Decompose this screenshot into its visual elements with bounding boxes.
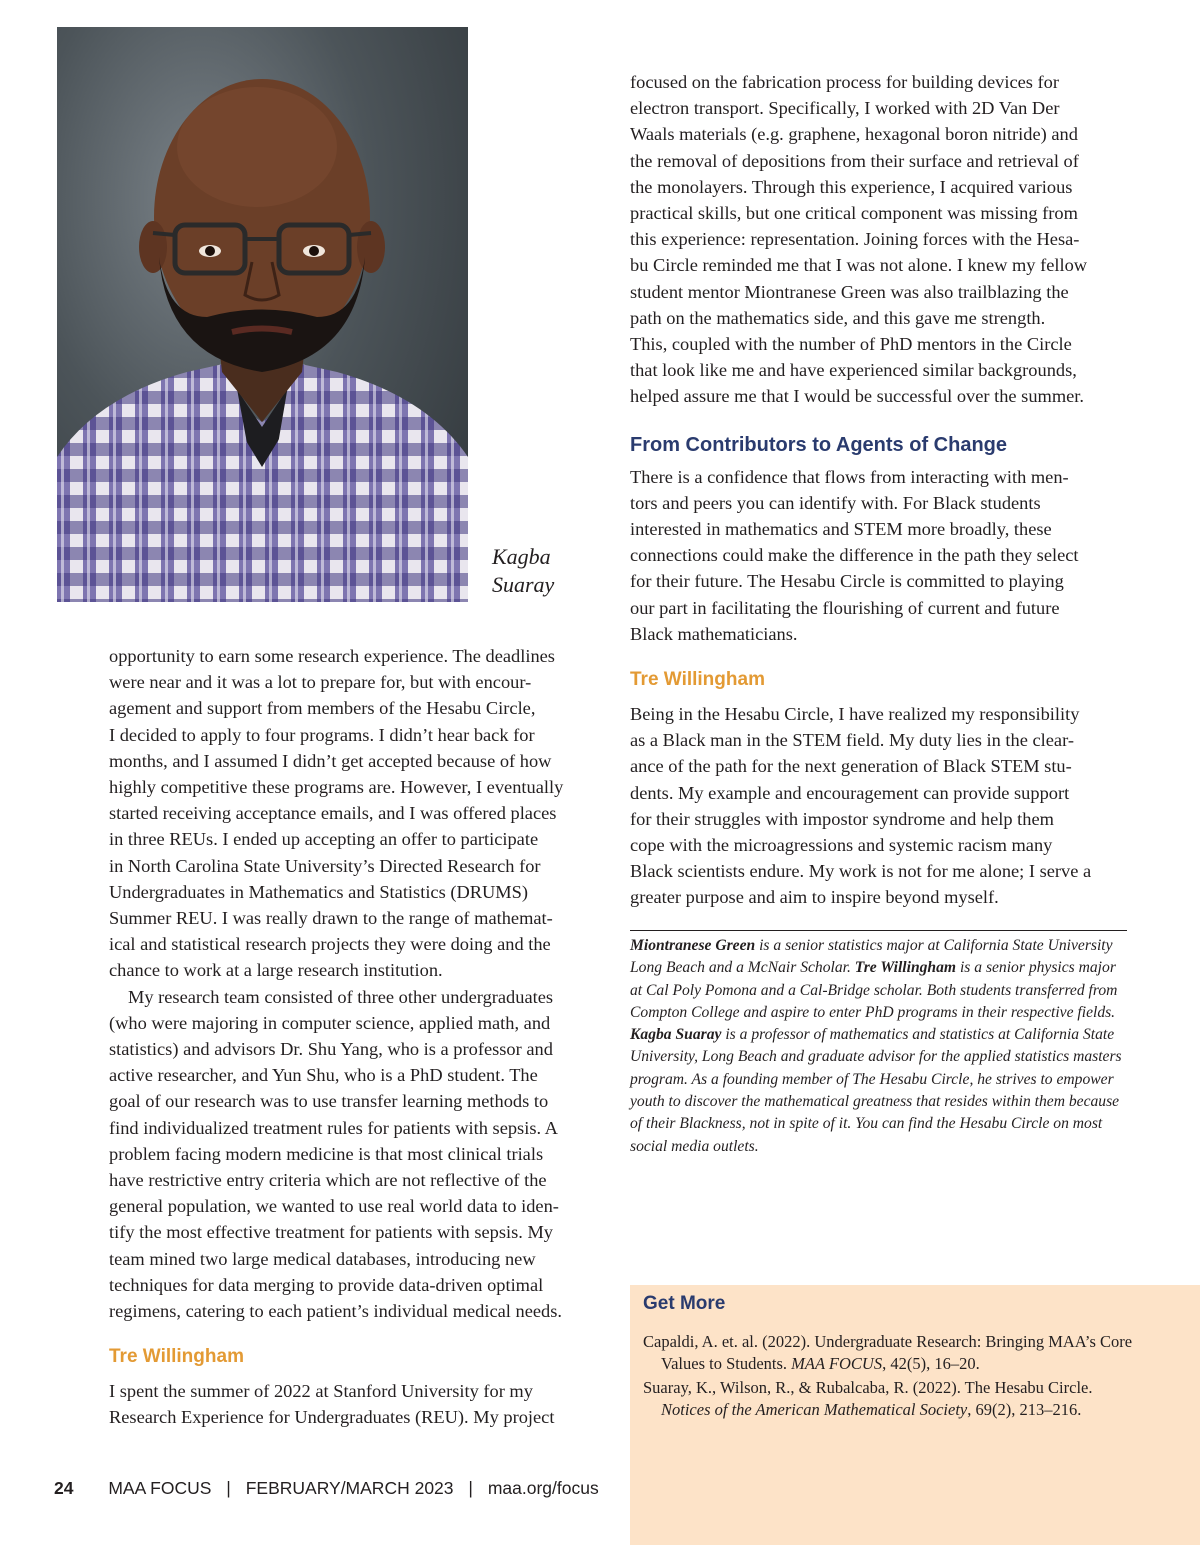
text-line: problem facing modern medicine is that most clinical trials	[109, 1143, 544, 1164]
text-line: this experience: representation. Joining forces with the Hesa-	[630, 229, 1080, 250]
text-line: There is a confidence that flows from interacting with men-	[630, 466, 1069, 487]
text-line: months, and I assumed I didn’t get accepted because of how	[109, 750, 552, 771]
publication-name: MAA FOCUS	[108, 1478, 212, 1498]
photo-caption	[492, 543, 592, 599]
issue-date: FEBRUARY/MARCH 2023	[245, 1478, 454, 1498]
reference-text: Capaldi, A. et. al. (2022). Undergraduate Research: Bringing MAA’s Core Values to Students.	[643, 1332, 1133, 1373]
text-line: our part in facilitating the flourishing of current and future	[630, 597, 1060, 618]
text-line: were near and it was a lot to prepare for, but with encour-	[109, 672, 532, 693]
footer-url[interactable]: maa.org/focus	[487, 1478, 599, 1498]
text-line: agement and support from members of the Hesabu Circle,	[109, 698, 536, 719]
bio-text-willingham: is a senior physics major at Cal Poly Pomona and a Cal-Bridge scholar. Both students transferred from Compton College and aspire to enter PhD programs in their respective fields.	[630, 959, 1118, 1021]
get-more-sidebar	[630, 1285, 1200, 1545]
subhead-tre-willingham-left: Tre Willingham	[109, 1346, 244, 1368]
text-line: in three REUs. I ended up accepting an offer to participate	[109, 829, 539, 850]
text-line: as a Black man in the STEM field. My duty lies in the clear-	[630, 730, 1074, 751]
text-line: Summer REU. I was really drawn to the range of mathemat-	[109, 908, 553, 929]
text-line: that look like me and have experienced similar backgrounds,	[630, 360, 1077, 381]
text-line: path on the mathematics side, and this gave me strength.	[630, 307, 1046, 328]
footer-separator: |	[226, 1478, 231, 1498]
text-line: greater purpose and aim to inspire beyond myself.	[630, 887, 999, 908]
bio-text-green: is a senior statistics major at California State University Long Beach and a McNair Scholar.	[630, 937, 1113, 977]
text-line: have restrictive entry criteria which are not reflective of the	[109, 1170, 547, 1191]
portrait-illustration	[57, 27, 468, 602]
reference-journal: Notices of the American Mathematical Society	[661, 1400, 968, 1419]
text-line: started receiving acceptance emails, and I was offered places	[109, 803, 557, 824]
reference-text: Suaray, K., Wilson, R., & Rubalcaba, R. (2022). The Hesabu Circle.	[643, 1378, 1093, 1397]
text-line: helped assure me that I would be successful over the summer.	[630, 386, 1085, 407]
text-line: active researcher, and Yun Shu, who is a PhD student. The	[109, 1065, 538, 1086]
text-line: techniques for data merging to provide data-driven optimal	[109, 1274, 544, 1295]
right-column	[630, 69, 1130, 911]
text-line: highly competitive these programs are. However, I eventually	[109, 777, 564, 798]
text-line: This, coupled with the number of PhD mentors in the Circle	[630, 334, 1072, 355]
reference-item	[643, 1377, 1143, 1421]
text-line: the removal of depositions from their surface and retrieval of	[630, 150, 1079, 171]
left-paragraph-2	[109, 984, 604, 1325]
bio-name-suaray: Kagba Suaray	[630, 1026, 722, 1044]
text-line: focused on the fabrication process for building devices for	[630, 72, 1059, 92]
text-line: chance to work at a large research institution.	[109, 960, 443, 981]
left-paragraph-3	[109, 1378, 604, 1430]
text-line: I spent the summer of 2022 at Stanford University for my	[109, 1381, 533, 1402]
text-line: Being in the Hesabu Circle, I have realized my responsibility	[630, 704, 1080, 725]
caption-last-name: Suaray	[492, 572, 555, 597]
get-more-title: Get More	[643, 1293, 726, 1314]
text-line: Black mathematicians.	[630, 623, 798, 644]
text-line: for their struggles with impostor syndrome and help them	[630, 808, 1054, 829]
portrait-photo	[57, 27, 468, 602]
caption-first-name: Kagba	[492, 544, 551, 569]
text-line: general population, we wanted to use real world data to iden-	[109, 1196, 559, 1217]
author-bios	[630, 930, 1127, 1158]
text-line: Undergraduates in Mathematics and Statistics (DRUMS)	[109, 881, 528, 902]
text-line: goal of our research was to use transfer learning methods to	[109, 1091, 549, 1112]
text-line: the monolayers. Through this experience, I acquired various	[630, 176, 1073, 197]
right-paragraph-2	[630, 464, 1130, 647]
text-line: Waals materials (e.g. graphene, hexagonal boron nitride) and	[630, 124, 1078, 145]
text-line: opportunity to earn some research experience. The deadlines	[109, 646, 555, 666]
footer-separator: |	[468, 1478, 473, 1498]
text-line: I decided to apply to four programs. I didn’t hear back for	[109, 724, 535, 745]
text-line: Research Experience for Undergraduates (REU). My project	[109, 1407, 555, 1428]
text-line: (who were majoring in computer science, applied math, and	[109, 1012, 551, 1033]
text-line: tify the most effective treatment for patients with sepsis. My	[109, 1222, 553, 1243]
text-line: for their future. The Hesabu Circle is committed to playing	[630, 571, 1064, 592]
text-line: connections could make the difference in the path they select	[630, 545, 1079, 566]
bio-name-willingham: Tre Willingham	[854, 959, 957, 977]
text-line: electron transport. Specifically, I worked with 2D Van Der	[630, 98, 1060, 119]
section-heading-agents-of-change: From Contributors to Agents of Change	[630, 433, 1008, 456]
text-line: Black scientists endure. My work is not for me alone; I serve a	[630, 861, 1092, 882]
text-line: ical and statistical research projects they were doing and the	[109, 934, 551, 955]
reference-tail: , 69(2), 213–216.	[967, 1400, 1082, 1419]
text-line: interested in mathematics and STEM more broadly, these	[630, 519, 1052, 540]
text-line: in North Carolina State University’s Directed Research for	[109, 855, 541, 876]
text-line: regimens, catering to each patient’s individual medical needs.	[109, 1301, 562, 1322]
bio-text-suaray: is a professor of mathematics and statistics at California State University, Long Beach and graduate advisor for the applied statistics masters program. As a founding member of The Hesabu Circle, he strives to empower youth to discover the mathematical greatness that resides within them because of their Blackness, not in spite of it. You can find the Hesabu Circle on most social media outlets.	[630, 1026, 1122, 1155]
right-paragraph-1	[630, 69, 1130, 410]
text-line: My research team consisted of three other undergraduates	[128, 986, 554, 1007]
text-line: cope with the microagressions and systemic racism many	[630, 835, 1053, 856]
bio-name-green: Miontranese Green	[630, 937, 756, 954]
text-line: statistics) and advisors Dr. Shu Yang, who is a professor and	[109, 1039, 553, 1060]
reference-journal: MAA FOCUS	[791, 1354, 883, 1373]
text-line: bu Circle reminded me that I was not alone. I knew my fellow	[630, 255, 1088, 276]
reference-list	[643, 1331, 1143, 1423]
text-line: practical skills, but one critical component was missing from	[630, 203, 1078, 224]
left-column	[109, 643, 604, 1431]
text-line: team mined two large medical databases, introducing new	[109, 1248, 536, 1269]
page-number: 24	[54, 1478, 74, 1498]
left-paragraph-1	[109, 643, 604, 984]
right-paragraph-3	[630, 701, 1130, 911]
reference-item	[643, 1331, 1143, 1375]
text-line: find individualized treatment rules for patients with sepsis. A	[109, 1117, 558, 1138]
page-footer	[54, 1478, 599, 1499]
reference-tail: , 42(5), 16–20.	[882, 1354, 980, 1373]
text-line: dents. My example and encouragement can provide support	[630, 782, 1070, 803]
text-line: ance of the path for the next generation of Black STEM stu-	[630, 756, 1072, 777]
text-line: student mentor Miontranese Green was also trailblazing the	[630, 281, 1069, 302]
subhead-tre-willingham-right: Tre Willingham	[630, 669, 765, 691]
text-line: tors and peers you can identify with. For Black students	[630, 492, 1041, 513]
